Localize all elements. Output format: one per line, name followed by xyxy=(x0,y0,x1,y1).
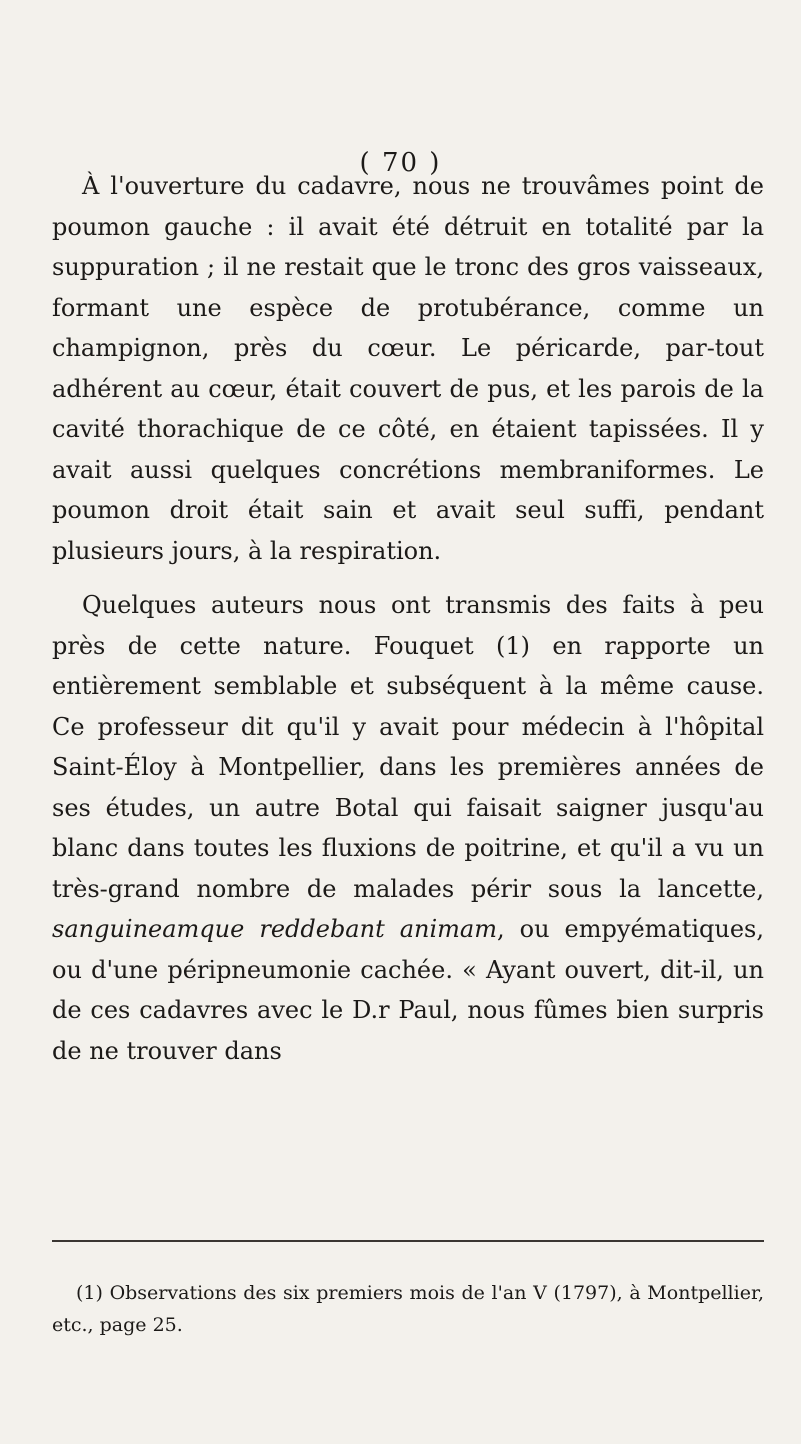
paragraph-2 xyxy=(52,585,764,1071)
paragraph-2-text-b: , ou empyématiques, ou d'une péripneumonie cachée. « Ayant ouvert, dit-il, un de ces cadavres avec le D.r Paul, nous fûmes bien surpris de ne trouver dans xyxy=(52,915,764,1065)
main-text xyxy=(52,166,764,1071)
footnote: (1) Observations des six premiers mois de l'an V (1797), à Montpellier, etc., page 25. xyxy=(52,1282,764,1336)
footnote-divider xyxy=(52,1240,764,1242)
paragraph-1 xyxy=(52,166,764,571)
paragraph-2-text-a: Quelques auteurs nous ont transmis des faits à peu près de cette nature. Fouquet (1) en rapporte un entièrement semblable et subséquent à la même cause. Ce professeur dit qu'il y avait pour médecin à l'hôpital Saint-Éloy à Montpellier, dans les premières années de ses études, un autre Botal qui faisait saigner jusqu'au blanc dans toutes les fluxions de poitrine, et qu'il a vu un très-grand nombre de malades périr sous la lancette, xyxy=(52,591,764,903)
latin-quotation: sanguineamque reddebant animam xyxy=(52,915,497,943)
page-number: ( 70 ) xyxy=(359,148,442,178)
paragraph-1-text: À l'ouverture du cadavre, nous ne trouvâmes point de poumon gauche : il avait été détruit en totalité par la suppuration ; il ne restait que le tronc des gros vaisseaux, formant une espèce de protubérance, comme un champignon, près du cœur. Le péricarde, par-tout adhérent au cœur, était couvert de pus, et les parois de la cavité thorachique de ce côté, en étaient tapissées. Il y avait aussi quelques concrétions membraniformes. Le poumon droit était sain et avait seul suffi, pendant plusieurs jours, à la respiration. xyxy=(52,172,764,565)
